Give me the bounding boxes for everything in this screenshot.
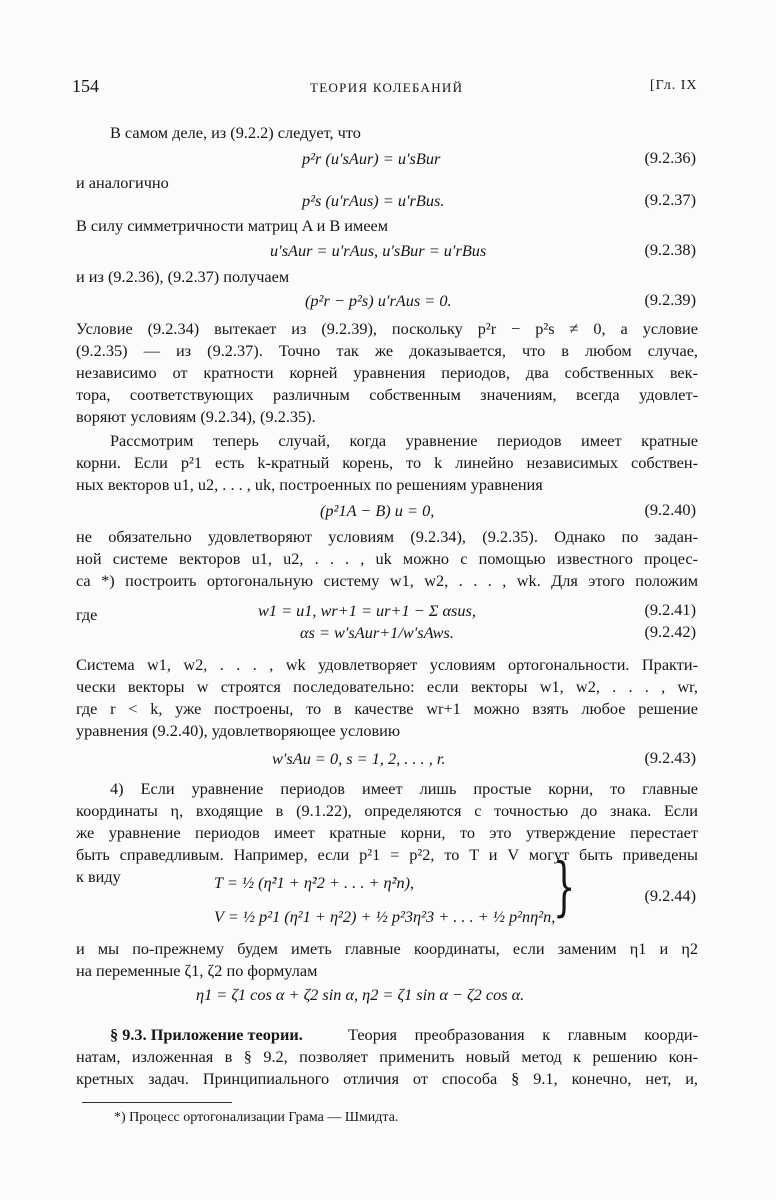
- equation-number: (9.2.40): [644, 500, 696, 519]
- footnote-rule: [82, 1102, 232, 1103]
- text-line: (9.2.35) — из (9.2.37). Точно так же доказывается, что в любом случае,: [76, 341, 698, 360]
- equation-9-2-43: w′sAu = 0, s = 1, 2, . . . , r.: [272, 749, 446, 768]
- text-line: В силу симметричности матриц A и B имеем: [76, 216, 389, 235]
- text-line: В самом деле, из (9.2.2) следует, что: [110, 123, 361, 142]
- text-line: же уравнение периодов имеет кратные корни, то это утверждение перестает: [76, 823, 698, 842]
- right-brace: }: [553, 850, 576, 924]
- text-line: кретных задач. Принципиального отличия от способа § 9.1, конечно, нет, и,: [76, 1069, 698, 1088]
- equation-number: (9.2.41): [644, 600, 696, 619]
- text-line: и аналогично: [76, 173, 169, 192]
- text-line: воряют условиям (9.2.34), (9.2.35).: [76, 407, 316, 426]
- text-line: на переменные ζ1, ζ2 по формулам: [76, 961, 318, 980]
- equation-number: (9.2.38): [644, 240, 696, 259]
- text-line: быть справедливым. Например, если p²1 = p²2, то T и V могут быть приведены: [76, 845, 698, 864]
- equation-9-2-44-V: V = ½ p²1 (η²1 + η²2) + ½ p²3η²3 + . . . + ½ p²nη²n,: [214, 907, 556, 926]
- running-title: ТЕОРИЯ КОЛЕБАНИЙ: [310, 80, 464, 95]
- page-number: 154: [72, 76, 99, 96]
- text-line: ных векторов u1, u2, . . . , uk, построенных по решениям уравнения: [76, 475, 543, 494]
- text-line: чески векторы w строятся последовательно: если векторы w1, w2, . . . , wr,: [76, 677, 698, 696]
- equation-number: (9.2.37): [644, 190, 696, 209]
- text-line: натам, изложенная в § 9.2, позволяет применить новый метод к решению кон-: [76, 1047, 698, 1066]
- text-line: где: [76, 605, 98, 624]
- text-line: где r < k, уже построены, то в качестве wr+1 можно взять любое решение: [76, 699, 698, 718]
- chapter-marker: [Гл. IX: [650, 78, 698, 93]
- equation-9-2-40: (p²1A − B) u = 0,: [320, 501, 435, 520]
- text-line: корни. Если p²1 есть k-кратный корень, то k линейно независимых собствен-: [76, 453, 698, 472]
- text-line: уравнения (9.2.40), удовлетворяющее условию: [76, 721, 401, 740]
- text-line: 4) Если уравнение периодов имеет лишь простые корни, то главные: [110, 779, 698, 798]
- equation-9-2-42: αs = w′sAur+1/w′sAws.: [300, 623, 454, 642]
- text-line: Рассмотрим теперь случай, когда уравнение периодов имеет кратные: [110, 431, 698, 450]
- text-line: ной системе векторов u1, u2, . . . , uk можно с помощью известного процес-: [76, 549, 698, 568]
- equation-number: (9.2.39): [644, 290, 696, 309]
- text-line: Условие (9.2.34) вытекает из (9.2.39), поскольку p²r − p²s ≠ 0, а условие: [76, 319, 698, 338]
- equation-number: (9.2.42): [644, 622, 696, 641]
- equation-number: (9.2.44): [644, 886, 696, 905]
- equation-9-2-41: w1 = u1, wr+1 = ur+1 − Σ αsus,: [258, 601, 476, 620]
- equation-9-2-38: u′sAur = u′rAus, u′sBur = u′rBus: [270, 241, 487, 260]
- text-line: и мы по-прежнему будем иметь главные координаты, если заменим η1 и η2: [76, 939, 698, 958]
- text-line: Теория преобразования к главным коорди-: [348, 1025, 698, 1044]
- text-line: к виду: [76, 867, 121, 886]
- text-line: не обязательно удовлетворяют условиям (9.2.34), (9.2.35). Однако по задан-: [76, 527, 698, 546]
- text-line: тора, соответствующих различным собственным значениям, всегда удовлет-: [76, 385, 698, 404]
- equation-9-2-36: p²r (u′sAur) = u′sBur: [302, 149, 441, 168]
- equation-zeta-substitution: η1 = ζ1 cos α + ζ2 sin α, η2 = ζ1 sin α − ζ2 cos α.: [196, 985, 525, 1004]
- footnote: *) Процесс ортогонализации Грама — Шмидта.: [114, 1110, 399, 1125]
- section-heading: § 9.3. Приложение теории.: [110, 1025, 303, 1044]
- equation-9-2-39: (p²r − p²s) u′rAus = 0.: [305, 291, 452, 310]
- equation-9-2-37: p²s (u′rAus) = u′rBus.: [302, 191, 445, 210]
- equation-9-2-44-T: T = ½ (η̇²1 + η̇²2 + . . . + η̇²n),: [214, 873, 415, 892]
- text-line: и из (9.2.36), (9.2.37) получаем: [76, 267, 290, 286]
- equation-number: (9.2.43): [644, 748, 696, 767]
- text-line: Система w1, w2, . . . , wk удовлетворяет условиям ортогональности. Практи-: [76, 655, 698, 674]
- text-line: независимо от кратности корней уравнения периодов, два собственных век-: [76, 363, 698, 382]
- equation-number: (9.2.36): [644, 148, 696, 167]
- text-line: са *) построить ортогональную систему w1, w2, . . . , wk. Для этого положим: [76, 571, 698, 590]
- text-line: координаты η, входящие в (9.1.22), определяются с точностью до знака. Если: [76, 801, 698, 820]
